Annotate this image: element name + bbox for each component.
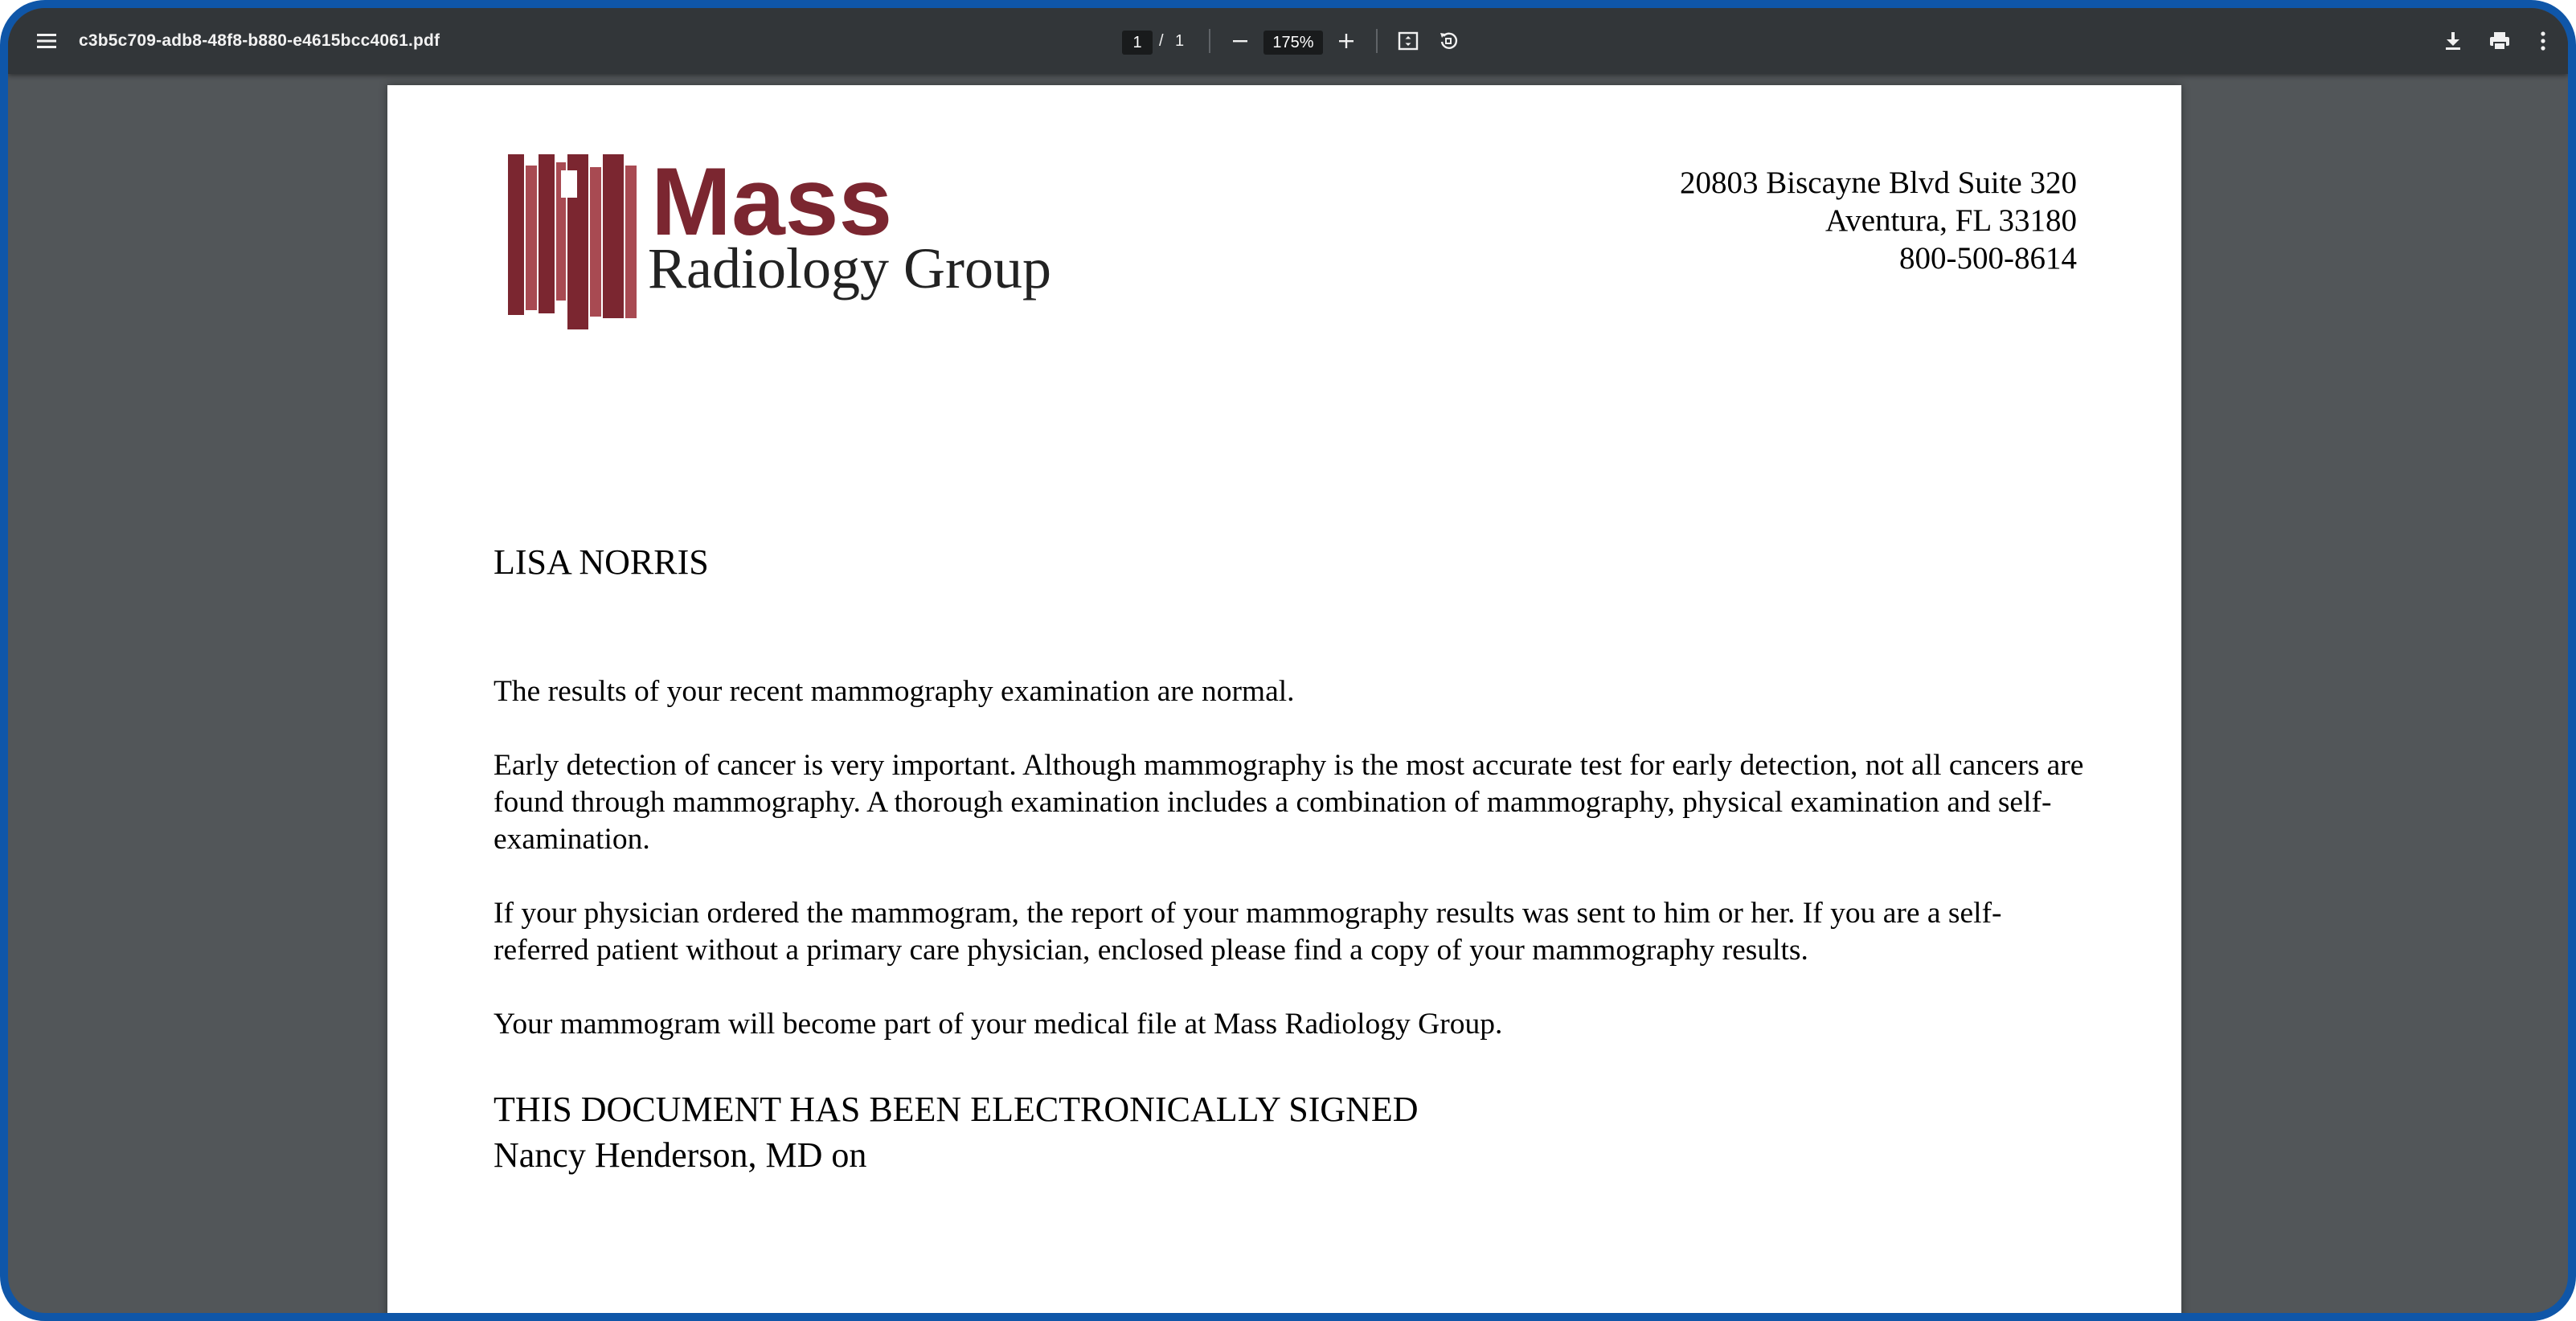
fit-to-page-button[interactable] [1394,8,1423,74]
download-icon [2443,31,2463,51]
print-button[interactable] [2484,8,2516,74]
more-vert-icon [2539,31,2547,51]
rotate-icon [1438,31,1459,51]
minus-icon [1231,32,1249,50]
print-icon [2488,31,2511,51]
page-number-input[interactable]: 1 [1122,31,1153,55]
zoom-in-button[interactable] [1333,8,1360,74]
file-name: c3b5c709-adb8-48f8-b880-e4615bcc4061.pdf [79,31,440,50]
menu-button[interactable] [26,8,68,74]
toolbar-divider [1376,29,1378,53]
signature-block [493,1086,1419,1178]
clinic-phone: 800-500-8614 [1899,241,2077,276]
pdf-toolbar [8,8,2568,74]
patient-name: LISA NORRIS [493,542,709,582]
menu-icon [36,32,57,50]
paragraph: Early detection of cancer is very important. Although mammography is the most accurate test for early detection, not all cancers are found through mammography. A thorough examination includes a combination of mammography, physical examination and self-examination. [493,749,2084,856]
zoom-out-button[interactable] [1227,8,1254,74]
address-line-1: 20803 Biscayne Blvd Suite 320 [1680,166,2077,200]
letter-body [493,673,2093,1080]
paragraph: If your physician ordered the mammogram, the report of your mammography results was sent to him or her. If you are a self-referred patient without a primary care physician, enclosed please find a copy of your mammography results. [493,897,2002,967]
signer-name: Nancy Henderson, MD on [493,1135,867,1175]
fit-page-icon [1398,31,1419,51]
plus-icon [1337,32,1355,50]
toolbar-divider [1209,29,1210,53]
paragraph: Your mammogram will become part of your medical file at Mass Radiology Group. [493,1008,1503,1041]
rotate-button[interactable] [1434,8,1463,74]
page-total: 1 [1175,31,1185,50]
address-line-2: Aventura, FL 33180 [1824,203,2077,238]
company-logo [508,154,1087,331]
more-options-button[interactable] [2529,8,2558,74]
zoom-level-input[interactable]: 175% [1263,31,1323,55]
paragraph: The results of your recent mammography examination are normal. [493,675,1295,708]
signature-statement: THIS DOCUMENT HAS BEEN ELECTRONICALLY SIGNED [493,1090,1419,1129]
download-button[interactable] [2439,8,2467,74]
logo-radiology-text: Radiology Group [648,236,1051,301]
clinic-address [1680,164,2077,277]
logo-mass-text: Mass [651,154,893,256]
page-separator: / [1159,31,1164,50]
pdf-page [387,85,2181,1321]
